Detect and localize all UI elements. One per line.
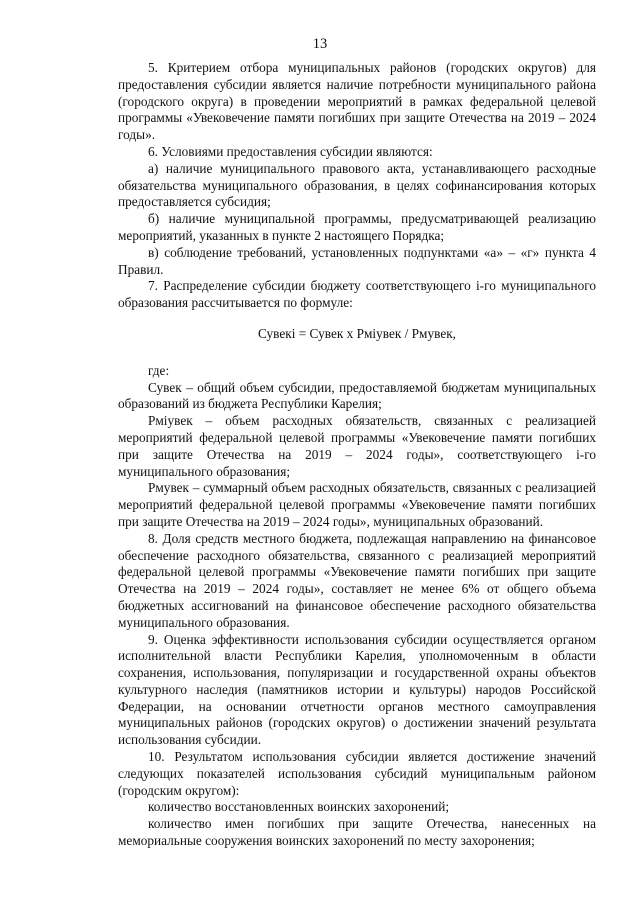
condition-c: в) соблюдение требований, установленных подпунктами «а» – «г» пункта 4 Правил. bbox=[118, 244, 596, 277]
condition-a: а) наличие муниципального правового акта, устанавливающего расходные обязательства муниципального образования, в целях софинансирования которых предоставляется субсидия; bbox=[118, 160, 596, 210]
indicator-names-memorials: количество имен погибших при защите Отечества, нанесенных на мемориальные сооружения воинских захоронений по месту захоронения; bbox=[118, 816, 596, 849]
document-body bbox=[118, 60, 596, 850]
paragraph-9-efficiency: 9. Оценка эффективности использования субсидии осуществляется органом исполнительной власти Республики Карелия, уполномоченным в области сохранения, использования, популяризации и государственной охраны объектов культурного наследия (памятников истории и культуры) народов Российской Федерации, на основании отчетности органов местного самоуправления муниципальных районов (городских округов) о достижении значений результата использования субсидии. bbox=[118, 631, 596, 748]
paragraph-8-local-share: 8. Доля средств местного бюджета, подлежащая направлению на финансовое обеспечение расходного обязательства, связанного с реализацией мероприятий федеральной целевой программы «Увековечение памяти погибших при защите Отечества на 2019 – 2024 годы», составляет не менее 6% от общего объема бюджетных ассигнований на финансовое обеспечение расходного обязательства муниципального образования. bbox=[118, 530, 596, 630]
definition-rmuvek: Рмувек – суммарный объем расходных обязательств, связанных с реализацией мероприятий федеральной целевой программы «Увековечение памяти погибших при защите Отечества на 2019 – 2024 годы», муниципальных образований. bbox=[118, 480, 596, 529]
indicator-restored-burials: количество восстановленных воинских захоронений; bbox=[148, 799, 450, 815]
paragraph-7-distribution: 7. Распределение субсидии бюджету соответствующего i-го муниципального образования рассчитывается по формуле: bbox=[118, 278, 596, 311]
page-number: 13 bbox=[312, 36, 328, 52]
definition-suvek: Сувек – общий объем субсидии, предоставляемой бюджетам муниципальных образований из бюджета Республики Карелия; bbox=[118, 379, 596, 412]
paragraph-6-conditions: 6. Условиями предоставления субсидии являются: bbox=[148, 143, 433, 159]
paragraph-10-result: 10. Результатом использования субсидии является достижение значений следующих показателей использования субсидий муниципальным районом (городским округом): bbox=[118, 749, 596, 798]
definition-rmiuvek: Рміувек – объем расходных обязательств, связанных с реализацией мероприятий федеральной целевой программы «Увековечение памяти погибших при защите Отечества на 2019 – 2024 годы», соответствующего i-го муниципального образования; bbox=[118, 413, 596, 479]
subsidy-formula: Сувекі = Сувек x Рміувек / Рмувек, bbox=[257, 325, 457, 341]
paragraph-5-criterion: 5. Критерием отбора муниципальных районов (городских округов) для предоставления субсидии является наличие потребности муниципального района (городского округа) в проведении мероприятий в рамках федеральной целевой программы «Увековечение памяти погибших при защите Отечества на 2019 – 2024 годы». bbox=[118, 60, 596, 143]
formula-where: где: bbox=[148, 362, 170, 378]
condition-b: б) наличие муниципальной программы, предусматривающей реализацию мероприятий, указанных в пункте 2 настоящего Порядка; bbox=[118, 211, 596, 243]
